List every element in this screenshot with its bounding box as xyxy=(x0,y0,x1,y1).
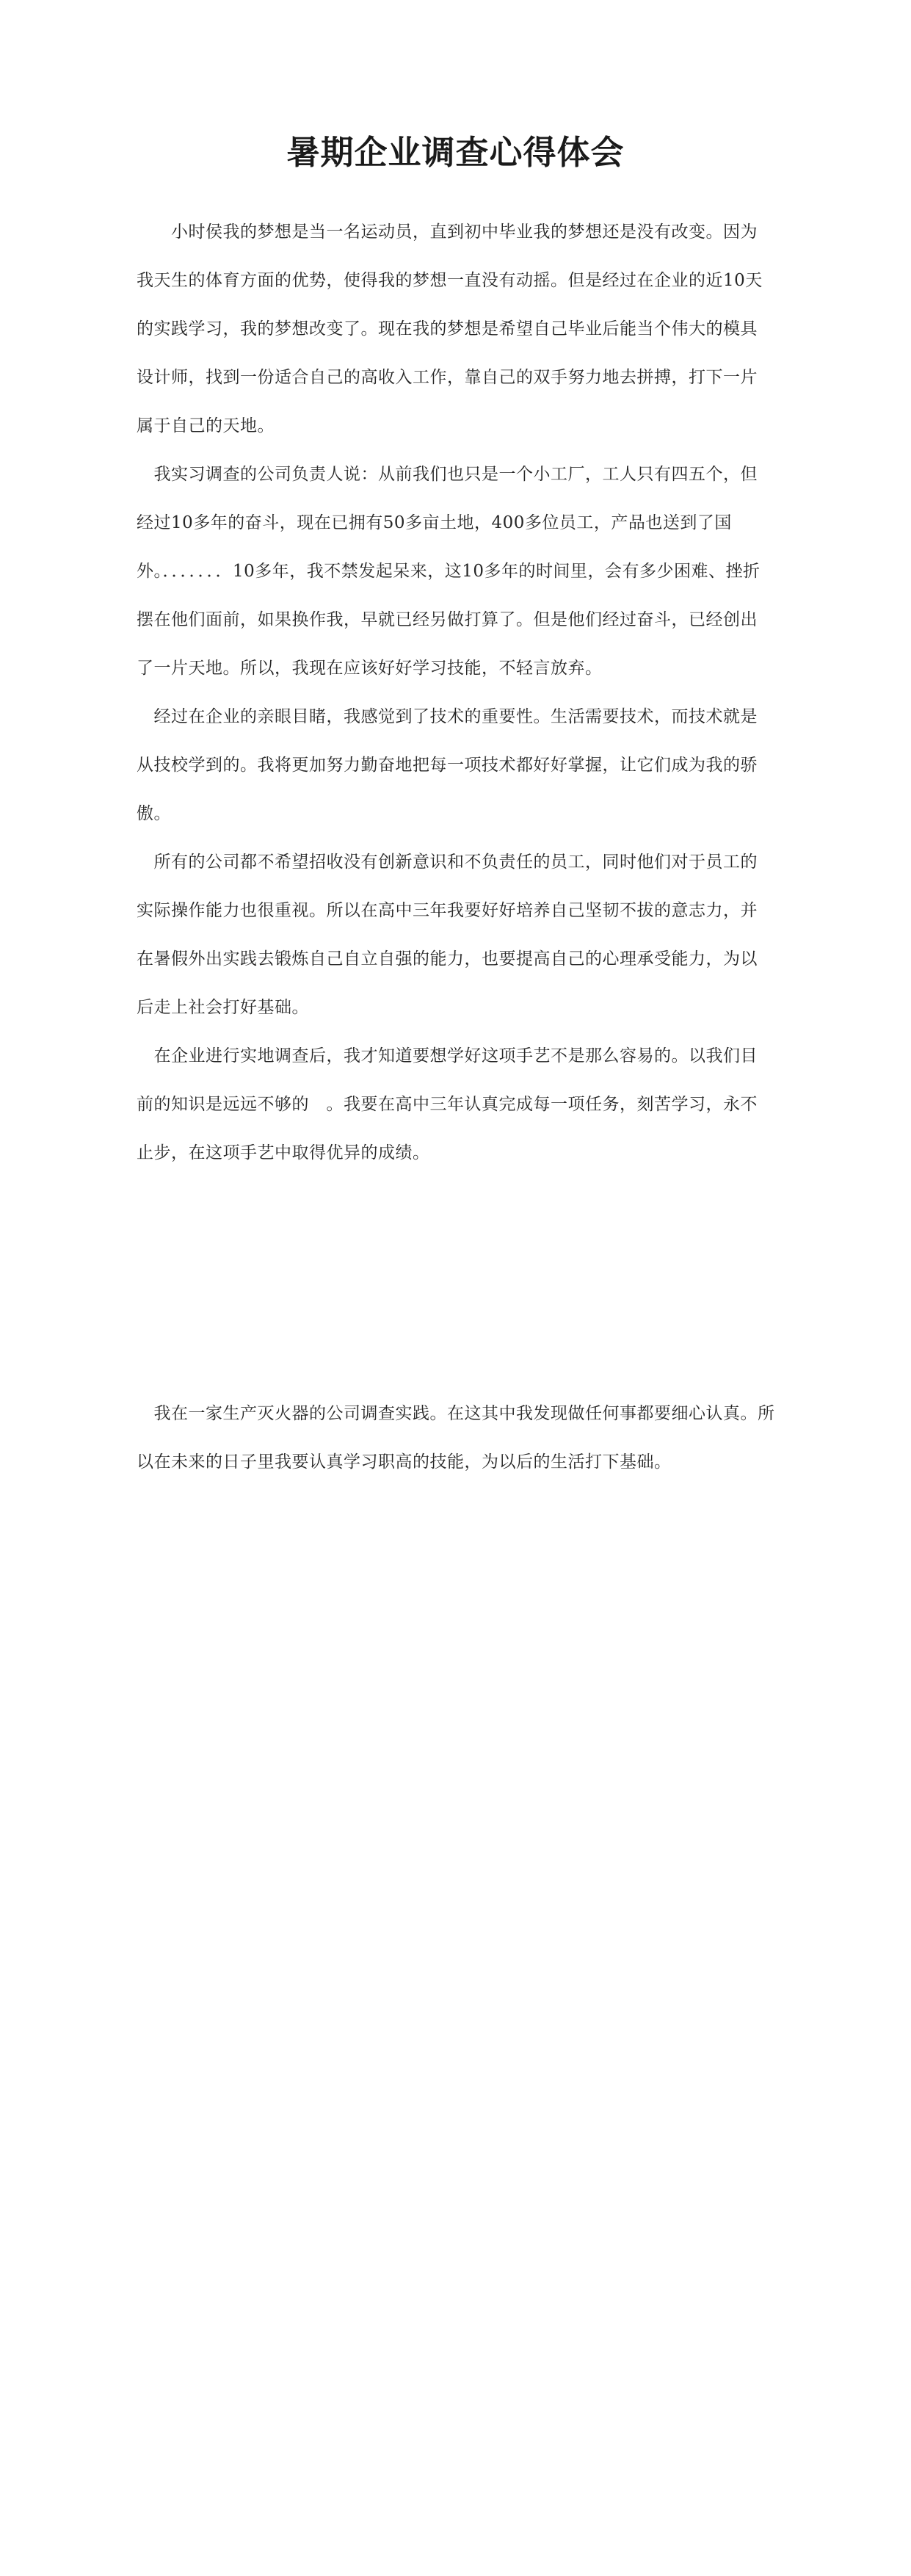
paragraph-employee-qualities: 所有的公司都不希望招收没有创新意识和不负责任的员工，同时他们对于员工的实际操作能力也很重视。所以在高中三年我要好好培养自己坚韧不拔的意志力，并在暑假外出实践去锻炼自己自立自强的能力，也要提高自己的心理承受能力，为以后走上社会打好基础。 xyxy=(137,853,758,1017)
paragraph-dream: 小时侯我的梦想是当一名运动员，直到初中毕业我的梦想还是没有改变。因为我天生的体育方面的优势，使得我的梦想一直没有动摇。但是经过在企业的近10天的实践学习，我的梦想改变了。现在我的梦想是希望自己毕业后能当个伟大的模具设计师，找到一份适合自己的高收入工作，靠自己的双手努力地去拼搏，打下一片属于自己的天地。 xyxy=(137,222,763,435)
document-body xyxy=(137,208,774,1177)
paragraph-technology: 经过在企业的亲眼目睹，我感觉到了技术的重要性。生活需要技术，而技术就是从技校学到的。我将更加努力勤奋地把每一项技术都好好掌握，让它们成为我的骄傲。 xyxy=(137,707,758,823)
paragraph-learning-goals: 在企业进行实地调查后，我才知道要想学好这项手艺不是那么容易的。以我们目前的知识是远远不够的 。我要在高中三年认真完成每一项任务，刻苦学习，永不止步，在这项手艺中取得优异的成绩。 xyxy=(137,1046,758,1162)
document-closing xyxy=(137,1389,790,1486)
paragraph-company-history: 我实习调查的公司负责人说：从前我们也只是一个小工厂，工人只有四五个，但经过10多年的奋斗，现在已拥有50多亩土地，400多位员工，产品也送到了国外。．．．．．．．10多年，我不禁发起呆来，这10多年的时间里，会有多少困难、挫折摆在他们面前，如果换作我，早就已经另做打算了。但是他们经过奋斗，已经创出了一片天地。所以，我现在应该好好学习技能，不轻言放弃。 xyxy=(137,465,761,678)
document-title: 暑期企业调查心得体会 xyxy=(286,133,625,173)
paragraph-closing: 我在一家生产灭火器的公司调查实践。在这其中我发现做任何事都要细心认真。所以在未来的日子里我要认真学习职高的技能，为以后的生活打下基础。 xyxy=(137,1404,775,1472)
